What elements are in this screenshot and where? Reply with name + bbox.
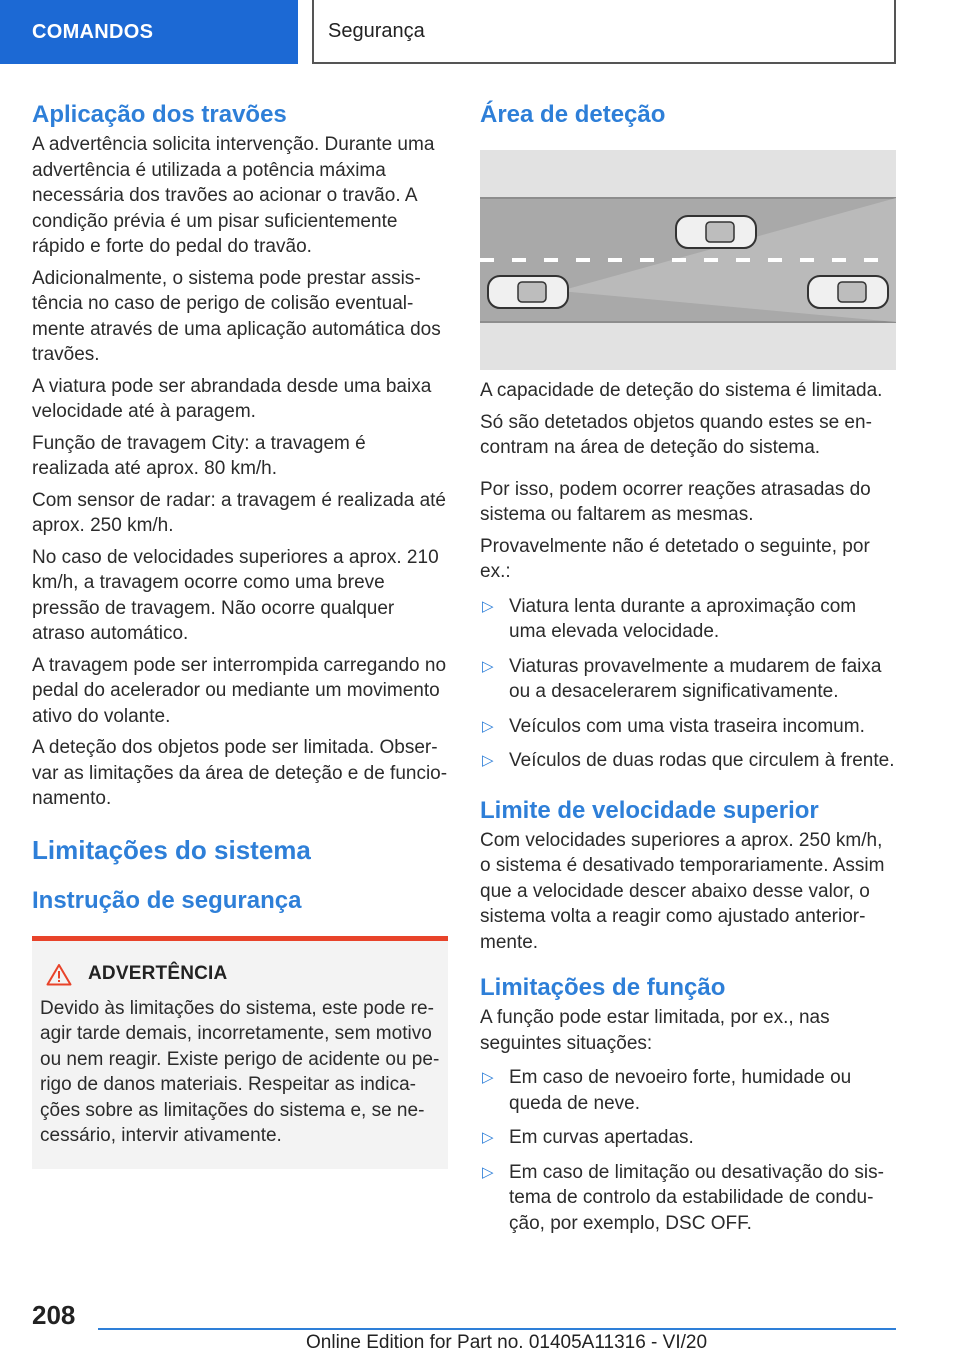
car-front (808, 276, 888, 308)
footer-edition: Online Edition for Part no. 01405A11316 - VI/20 (306, 1332, 708, 1353)
header-title-box (312, 0, 896, 64)
paragraph: Com velocidades superiores a aprox. 250 km/h, o sistema é desativado temporariamente. Assim que a velocidade descer abaixo desse valor, o sistema volta a reagir como ajustado anteriormente. (480, 829, 885, 953)
paragraph: A capacidade de deteção do sistema é limitada. (480, 380, 883, 401)
list-item: ▷ Viatura lenta durante a aproximação com uma elevada velocidade. (482, 595, 857, 642)
header-section-label: COMANDOS (32, 20, 154, 43)
paragraph: No caso de velocidades superiores a aprox. 210 km/h, a travagem ocorre como uma breve pressão de travagem. Não ocorre qualquer atraso automático. (32, 546, 439, 644)
heading-system-limits: Limitações do sistema (32, 834, 311, 865)
list-item: ▷ Veículos de duas rodas que circulem à frente. (480, 748, 896, 774)
warning-text: Devido às limitações do sistema, este pode reagir tarde demais, incorretamente, sem motivo ou nem reagir. Existe perigo de acidente ou perigo de danos materiais. Respeitar as indicações sobre as limitações do sistema e, se necessário, intervir ativamente. (40, 997, 440, 1146)
car-ego (488, 276, 568, 308)
right-column (480, 98, 896, 1236)
warning-triangle-icon (46, 963, 72, 986)
detection-area-illustration (480, 150, 896, 370)
list-item: ▷ Em curvas apertadas. (480, 1125, 896, 1151)
triangle-right-icon: ▷ (482, 1069, 494, 1086)
left-column (32, 98, 448, 1169)
header-title: Segurança (328, 19, 425, 42)
paragraph: Função de travagem City: a travagem é realizada até aprox. 80 km/h. (32, 432, 366, 479)
heading-function-limits: Limitações de função (480, 974, 726, 1001)
list-item: ▷ Viaturas provavelmente a mudarem de faixa ou a desacelerarem significativamente. (482, 655, 882, 702)
heading-braking: Aplicação dos travões (32, 101, 287, 128)
footer-divider (98, 1328, 896, 1330)
paragraph: A travagem pode ser interrompida carregando no pedal do acelerador ou mediante um movimento ativo do volante. (32, 654, 447, 727)
warning-box (32, 936, 448, 1169)
page-number: 208 (32, 1300, 76, 1330)
list-item: ▷ Em caso de nevoeiro forte, humidade ou queda de neve. (482, 1067, 852, 1114)
list-item: ▷ Veículos com uma vista traseira incomum. (480, 714, 896, 740)
triangle-right-icon: ▷ (482, 752, 494, 769)
triangle-right-icon: ▷ (482, 657, 494, 675)
warning-label: ADVERTÊNCIA (88, 963, 228, 984)
triangle-right-icon: ▷ (482, 1129, 494, 1146)
function-limits-list (480, 1065, 896, 1236)
paragraph: A advertência solicita intervenção. Durante uma advertência é utilizada a potência máxima necessária dos travões ao acionar o travão. A condição prévia é um pisar suficientemente rápido e forte do pedal do travão. (32, 134, 435, 257)
undetected-list (480, 594, 896, 774)
warning-header (46, 963, 440, 986)
heading-detection-area: Área de deteção (480, 101, 666, 128)
triangle-right-icon: ▷ (482, 717, 494, 735)
heading-upper-speed-limit: Limite de velocidade superior (480, 796, 819, 824)
paragraph: Com sensor de radar: a travagem é realizada até aprox. 250 km/h. (32, 489, 446, 536)
paragraph: A deteção dos objetos pode ser limitada. Observar as limitações da área de deteção e de funcionamento. (32, 737, 448, 809)
paragraph: A viatura pode ser abrandada desde uma baixa velocidade até à paragem. (32, 375, 432, 422)
list-item: ▷ Em caso de limitação ou desativação do sistema de controlo da estabilidade de condução, por exemplo, DSC OFF. (482, 1161, 884, 1234)
heading-safety-instruction: Instrução de segurança (32, 886, 302, 914)
paragraph: Adicionalmente, o sistema pode prestar assistência no caso de perigo de colisão eventualmente através de uma aplicação automática dos travões. (32, 267, 441, 365)
triangle-right-icon: ▷ (482, 1163, 494, 1181)
paragraph: Provavelmente não é detetado o seguinte, por ex.: (480, 535, 870, 582)
triangle-right-icon: ▷ (482, 597, 494, 615)
paragraph: Só são detetados objetos quando estes se encontram na área de deteção do sistema. (480, 411, 872, 458)
header-section-tab (0, 0, 298, 64)
paragraph: Por isso, podem ocorrer reações atrasadas do sistema ou faltarem as mesmas. (480, 478, 871, 525)
paragraph: A função pode estar limitada, por ex., nas seguintes situações: (480, 1007, 830, 1054)
road-illustration (480, 150, 896, 370)
car-front-left (676, 216, 756, 248)
